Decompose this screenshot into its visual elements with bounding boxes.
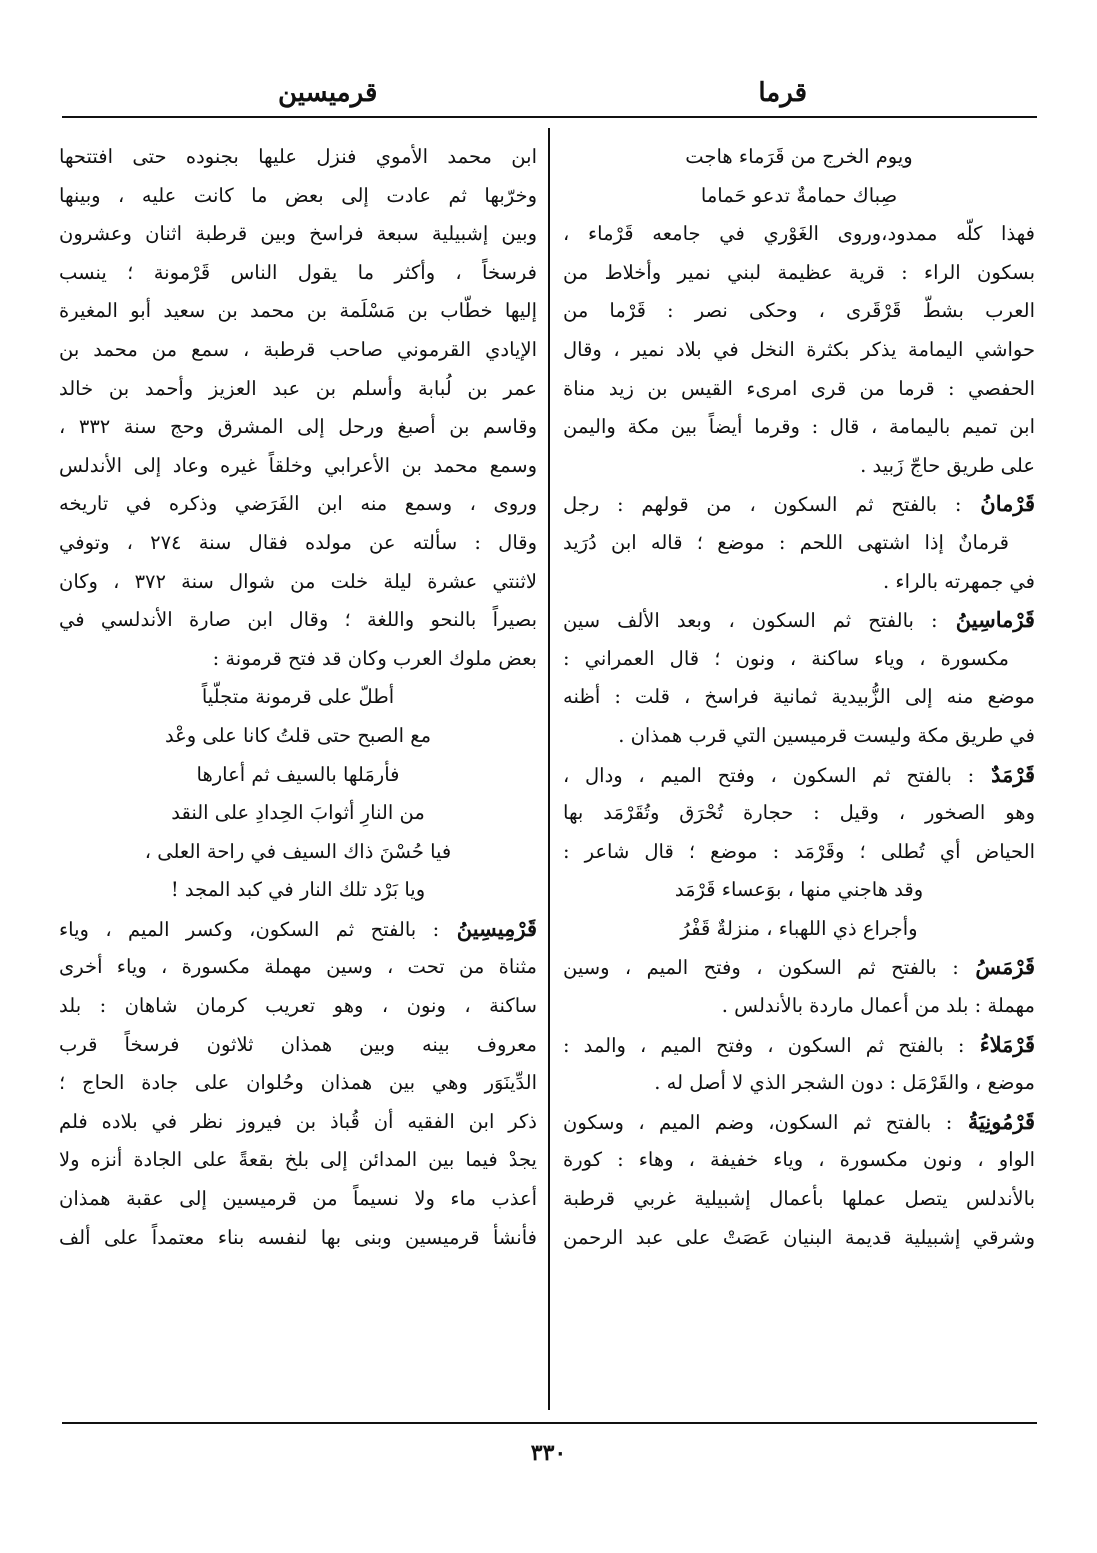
text-line: قرمانٌ إذا اشتهى اللحم : موضع ؛ قاله ابن دُرَيد	[563, 530, 1009, 554]
headword: قَرْمِيسِينُ	[439, 915, 537, 941]
text-line: ساكنة ، ونون ، وهو تعريب كرمان شاهان : بلد	[59, 994, 537, 1018]
verse-line: فأرمَلها بالسيف ثم أعارها	[196, 762, 400, 786]
text-line: ذكر ابن الفقيه أن قُباذ بن فيروز نظر في بلاده فلم	[59, 1109, 537, 1133]
text-line: وقال : سألته عن مولده فقال سنة ٢٧٤ ، وتوفي	[59, 530, 537, 554]
text-line: أعذب ماء ولا نسيماً من قرميسين إلى عقبة همذان	[59, 1187, 537, 1211]
text-line: معروف بينه وبين همذان ثلاثون فرسخاً قرب	[59, 1032, 537, 1056]
text-line: في جمهرته بالراء .	[883, 569, 1035, 593]
text-line: بصيراً بالنحو واللغة ؛ وقال ابن صارة الأندلسي في	[59, 608, 537, 632]
verse-line: مع الصبح حتى قلتُ كانا على وعْد	[164, 723, 432, 747]
running-header-right: قرما	[758, 78, 807, 108]
text-line: الحياض أي تُطلى ؛ وقَرْمَد : موضع ؛ قال شاعر :	[563, 839, 1035, 863]
text-line: وقاسم بن أصبغ ورحل إلى المشرق وحج سنة ٣٣٢ ،	[59, 415, 537, 439]
text-line: وهو الصخور ، وقيل : حجارة تُحْرَق وتُقَرْمَد بها	[563, 801, 1035, 825]
verse-line: أطلّ على قرمونة متجلّياً	[201, 685, 395, 709]
entry-headline: قَرْمِيسِينُ : بالفتح ثم السكون، وكسر الميم ، وياء	[59, 915, 537, 941]
verse-line: ويا بَرْد تلك النار في كبد المجد !	[170, 878, 426, 902]
text-line: الواو ، ونون مكسورة ، وياء خفيفة ، وهاء : كورة	[563, 1148, 1035, 1172]
text-line: موضع منه إلى الزُّبيدية ثمانية فراسخ ، قلت : أظنه	[563, 685, 1035, 709]
text-line: مهملة : بلد من أعمال ماردة بالأندلس .	[721, 994, 1035, 1018]
text-line: بسكون الراء : قرية عظيمة لبني نمير وأخلاط من	[563, 260, 1035, 284]
text-line: إليها خطّاب بن مَسْلَمة بن محمد بن سعيد أبو المغيرة	[59, 299, 537, 323]
verse-line: وقد هاجني منها ، بوَعساء قَرْمَد	[674, 878, 924, 902]
text-line: وبين إشبيلية سبعة فراسخ وبين قرطبة اثنان وعشرون	[59, 222, 537, 246]
headword: قَرْمُونِيَةُ	[952, 1108, 1035, 1134]
verse-line: ويوم الخرج من قَرَماء هاجت	[685, 145, 913, 168]
footer-rule	[62, 1422, 1037, 1424]
column-divider	[548, 128, 550, 1410]
text-line: على طريق حاجّ زَبيد .	[860, 453, 1035, 477]
text-line: وخرّبها ثم عادت إلى بعض ما كانت عليه ، وبينها	[59, 183, 537, 207]
verse-line: وأجراع ذي اللهباء ، منزلةٌ قَفْرُ	[680, 916, 918, 940]
verse-line: فيا حُسْنَ ذاك السيف في راحة العلى ،	[144, 839, 452, 863]
headword: قَرْماسِينُ	[937, 607, 1035, 633]
text-line: بعض ملوك العرب وكان قد فتح قرمونة :	[212, 646, 537, 670]
running-header-left: قرميسين	[278, 78, 378, 108]
left-column	[59, 138, 537, 1257]
text-line: مثناة من تحت ، وسين مهملة مكسورة ، وياء أخرى	[59, 955, 537, 979]
text-line: يجدْ فيما بين المدائن إلى بلخ بقعةً على الجادة أنزه ولا	[59, 1148, 537, 1172]
header-rule	[62, 116, 1037, 118]
text-line: وروى ، وسمع منه ابن الفَرَضي وذكره في تاريخه	[59, 492, 537, 516]
verse-line: صِباك حمامةٌ تدعو حَماما	[700, 183, 898, 207]
text-line: ابن تميم باليمامة ، قال : وقرما أيضاً بين مكة واليمن	[563, 415, 1035, 439]
headword: قَرْمَدٌ	[974, 761, 1035, 787]
headword: قَرْمانُ	[961, 491, 1035, 517]
text-line: فهذا كلّه ممدود،وروى الغَوْري في جامعه قَرْماء ،	[563, 222, 1035, 246]
text-line: لاثنتي عشرة ليلة خلت من شوال سنة ٣٧٢ ، وكان	[59, 569, 537, 593]
text-line: وشرقي إشبيلية قديمة البنيان عَصَتْ على عبد الرحمن	[563, 1225, 1035, 1249]
text-line: فرسخاً ، وأكثر ما يقول الناس قَرْمونة ؛ ينسب	[59, 260, 537, 284]
text-line: الإيادي القرموني صاحب قرطبة ، سمع من محمد بن	[59, 337, 537, 361]
text-line: موضع ، والقَرْمَل : دون الشجر الذي لا أصل له .	[654, 1071, 1035, 1095]
text-line: العرب بشطّ قَرْقَرى ، وحكى نصر : قَرْما من	[563, 299, 1035, 323]
text-line: فأنشأ قرميسين وبنى بها لنفسه بناء معتمداً على ألف	[59, 1225, 537, 1249]
text-line: وسمع محمد بن الأعرابي وخلقاً غيره وعاد إلى الأندلس	[59, 453, 537, 477]
text-line: الدِّينَوَر وهي بين همذان وحُلوان على جادة الحاج ؛	[59, 1071, 537, 1095]
entry-headline: قَرْمُونِيَةُ : بالفتح ثم السكون، وضم الميم ، وسكون	[563, 1108, 1035, 1134]
entry-headline: قَرْمَسُ : بالفتح ثم السكون ، وفتح الميم ، وسين	[563, 954, 1035, 980]
headword: قَرْمَلاءُ	[964, 1031, 1035, 1057]
verse-line: من النارِ أثوابَ الحِدادِ على النقد	[171, 801, 425, 825]
entry-headline: قَرْمَدٌ : بالفتح ثم السكون ، وفتح الميم ، ودال ،	[563, 761, 1035, 787]
text-line: بالأندلس يتصل عملها بأعمال إشبيلية غربي قرطبة	[563, 1187, 1035, 1211]
headword: قَرْمَسُ	[958, 954, 1035, 980]
entry-headline: قَرْمانُ : بالفتح ثم السكون ، من قولهم : رجل	[563, 491, 1035, 517]
text-line: مكسورة ، وياء ساكنة ، ونون ؛ قال العمراني :	[563, 646, 1009, 670]
text-line: حواشي اليمامة يذكر بكثرة النخل في بلاد نمير ، وقال	[563, 337, 1035, 361]
text-line: ابن محمد الأموي فنزل عليها بجنوده حتى افتتحها	[59, 145, 537, 168]
text-line: عمر بن لُبابة وأسلم بن عبد العزيز وأحمد بن خالد	[59, 376, 537, 400]
entry-headline: قَرْمَلاءُ : بالفتح ثم السكون ، وفتح الميم ، والمد :	[563, 1031, 1035, 1057]
entry-headline: قَرْماسِينُ : بالفتح ثم السكون ، وبعد الألف سين	[563, 607, 1035, 633]
right-column	[563, 138, 1035, 1257]
page-number: ٣٣٠	[530, 1440, 567, 1466]
text-line: في طريق مكة وليست قرميسين التي قرب همذان .	[618, 723, 1035, 747]
text-line: الحفصي : قرما من قرى امرىء القيس بن زيد مناة	[563, 376, 1035, 400]
